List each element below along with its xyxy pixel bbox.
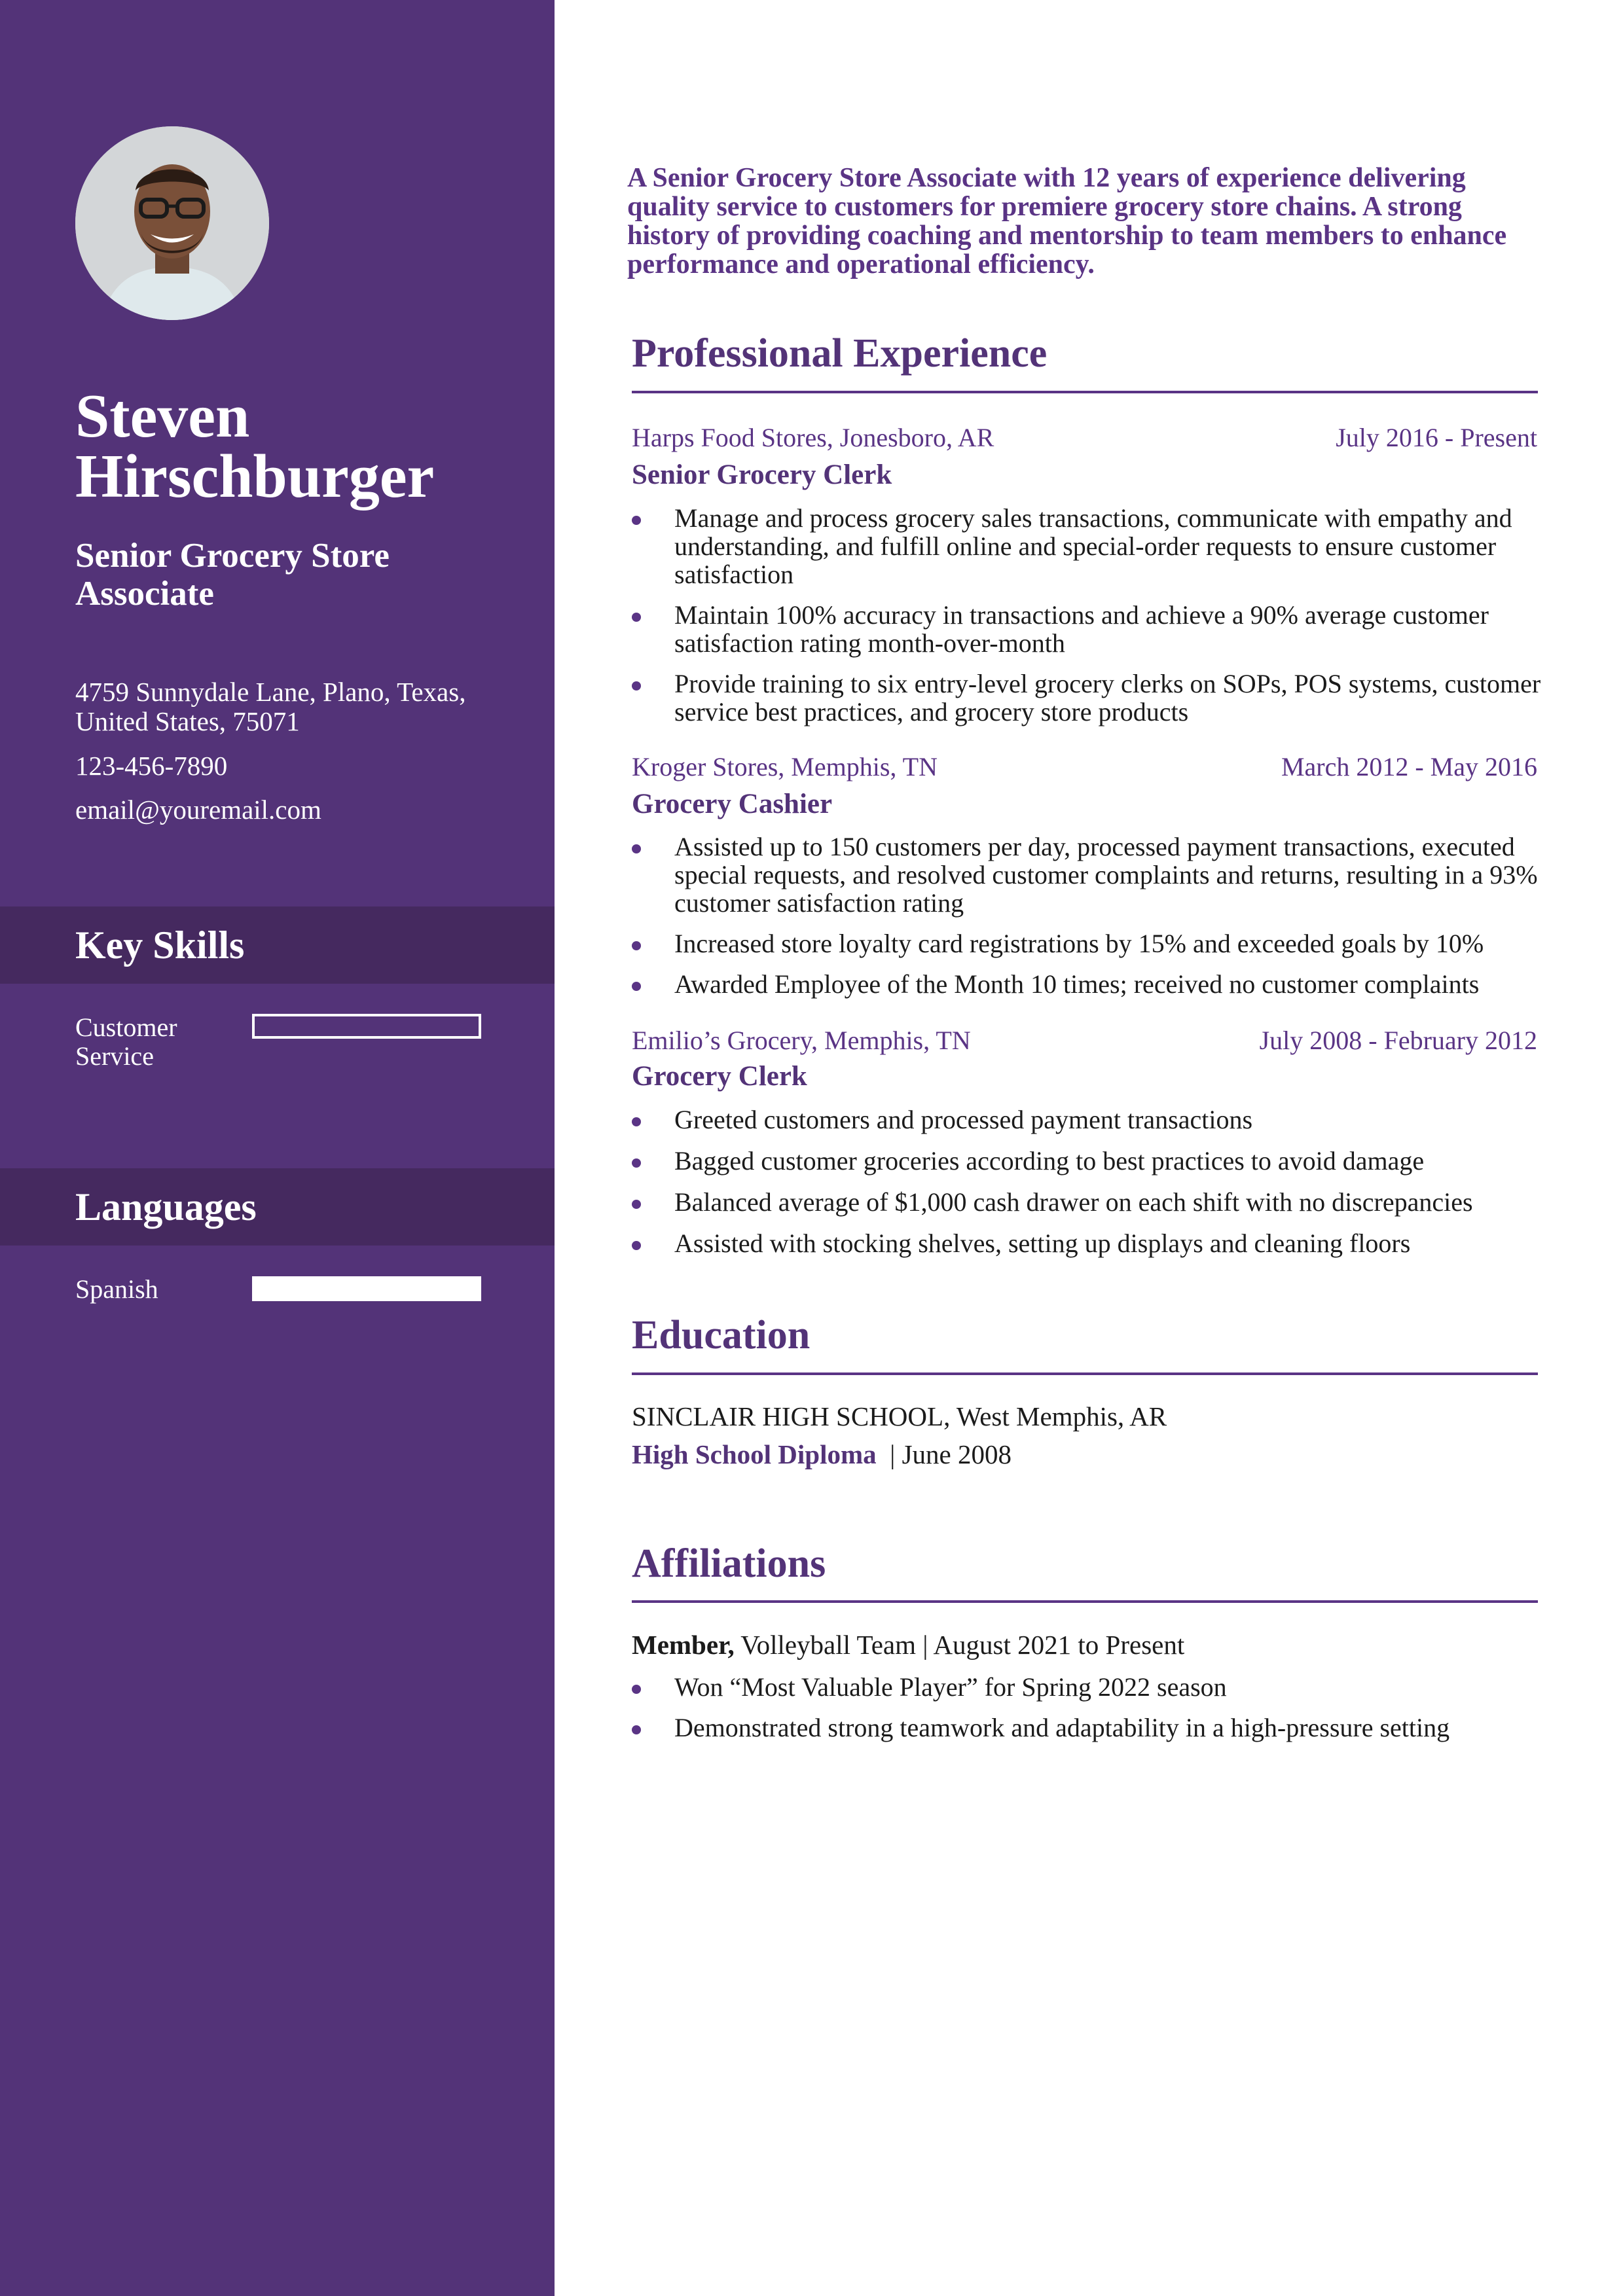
bullet-icon bbox=[632, 844, 641, 853]
school: SINCLAIR HIGH SCHOOL, West Memphis, AR bbox=[632, 1401, 1167, 1431]
degree-date: June 2008 bbox=[902, 1439, 1012, 1469]
job-dates: March 2012 - May 2016 bbox=[1281, 752, 1537, 781]
job-role: Grocery Clerk bbox=[632, 1061, 807, 1092]
key-skills-band bbox=[0, 906, 555, 984]
languages-band bbox=[0, 1168, 555, 1246]
list-item bbox=[632, 833, 1548, 917]
language-level-fill bbox=[255, 1279, 479, 1299]
experience-heading: Professional Experience bbox=[632, 331, 1048, 376]
bullet-icon bbox=[632, 681, 641, 691]
address: 4759 Sunnydale Lane, Plano, Texas, United States, 75071 bbox=[75, 677, 466, 736]
job-bullets bbox=[632, 1105, 1548, 1270]
bullet-text: Maintain 100% accuracy in transactions and achieve a 90% average customer satisfaction rating month-over-month bbox=[674, 600, 1489, 658]
experience-rule bbox=[632, 391, 1538, 393]
candidate-name: Steven Hirschburger bbox=[75, 382, 435, 511]
bullet-text: Assisted with stocking shelves, setting up displays and cleaning floors bbox=[674, 1229, 1411, 1258]
email: email@youremail.com bbox=[75, 795, 321, 825]
profile-photo bbox=[75, 126, 269, 320]
skill-label: Customer Service bbox=[75, 1013, 177, 1071]
bullet-text: Awarded Employee of the Month 10 times; received no customer complaints bbox=[674, 969, 1480, 999]
bullet-text: Greeted customers and processed payment transactions bbox=[674, 1105, 1253, 1134]
degree-line bbox=[632, 1440, 1548, 1469]
bullet-icon bbox=[632, 1685, 641, 1694]
language-level-bar bbox=[252, 1276, 481, 1301]
phone: 123-456-7890 bbox=[75, 751, 228, 781]
affiliations-rule bbox=[632, 1600, 1538, 1603]
bullet-text: Assisted up to 150 customers per day, processed payment transactions, executed special requests, and resolved customer complaints and returns, resulting in a 93% customer satisfaction rating bbox=[674, 832, 1538, 918]
job-bullets bbox=[632, 504, 1548, 738]
sidebar bbox=[0, 0, 555, 2296]
list-item bbox=[632, 601, 1548, 657]
bullet-icon bbox=[632, 1200, 641, 1209]
job-dates: July 2016 - Present bbox=[1336, 423, 1537, 452]
language-label: Spanish bbox=[75, 1274, 158, 1304]
bullet-icon bbox=[632, 516, 641, 525]
list-item bbox=[632, 1713, 1548, 1742]
affiliation-detail: Volleyball Team | August 2021 to Present bbox=[734, 1630, 1185, 1660]
education-heading: Education bbox=[632, 1313, 811, 1357]
bullet-icon bbox=[632, 613, 641, 622]
bullet-text: Demonstrated strong teamwork and adaptability in a high-pressure setting bbox=[674, 1713, 1450, 1742]
bullet-text: Balanced average of $1,000 cash drawer on each shift with no discrepancies bbox=[674, 1187, 1473, 1217]
bullet-icon bbox=[632, 1117, 641, 1126]
job-role: Senior Grocery Clerk bbox=[632, 459, 892, 490]
bullet-icon bbox=[632, 1241, 641, 1250]
list-item bbox=[632, 670, 1548, 726]
bullet-text: Increased store loyalty card registrations by 15% and exceeded goals by 10% bbox=[674, 929, 1484, 958]
list-item bbox=[632, 1147, 1548, 1175]
bullet-text: Won “Most Valuable Player” for Spring 2022 season bbox=[674, 1672, 1227, 1702]
affiliations-heading: Affiliations bbox=[632, 1541, 826, 1586]
job-company: Kroger Stores, Memphis, TN bbox=[632, 752, 938, 781]
skill-level-bar bbox=[252, 1014, 481, 1039]
degree-separator: | bbox=[876, 1439, 902, 1469]
list-item bbox=[632, 929, 1548, 958]
job-company: Harps Food Stores, Jonesboro, AR bbox=[632, 423, 994, 452]
affiliation-bullets bbox=[632, 1673, 1548, 1754]
education-rule bbox=[632, 1372, 1538, 1375]
degree: High School Diploma bbox=[632, 1439, 877, 1469]
job-bullets bbox=[632, 833, 1548, 1011]
list-item bbox=[632, 970, 1548, 998]
bullet-icon bbox=[632, 982, 641, 991]
bullet-text: Bagged customer groceries according to best practices to avoid damage bbox=[674, 1146, 1425, 1175]
list-item bbox=[632, 1229, 1548, 1257]
bullet-icon bbox=[632, 941, 641, 950]
job-role: Grocery Cashier bbox=[632, 789, 833, 819]
bullet-icon bbox=[632, 1725, 641, 1734]
affiliation-line bbox=[632, 1630, 1548, 1659]
affiliation-role: Member, bbox=[632, 1630, 735, 1660]
job-company: Emilio’s Grocery, Memphis, TN bbox=[632, 1026, 971, 1055]
languages-heading: Languages bbox=[75, 1185, 257, 1229]
list-item bbox=[632, 504, 1548, 588]
list-item bbox=[632, 1673, 1548, 1701]
job-dates: July 2008 - February 2012 bbox=[1259, 1026, 1537, 1055]
bullet-text: Provide training to six entry-level grocery clerks on SOPs, POS systems, customer service best practices, and grocery store products bbox=[674, 669, 1541, 726]
summary: A Senior Grocery Store Associate with 12 years of experience delivering quality service to customers for premiere grocery store chains. A strong history of providing coaching and mentorship to team members to enhance performance and operational efficiency. bbox=[627, 163, 1507, 279]
list-item bbox=[632, 1188, 1548, 1216]
list-item bbox=[632, 1105, 1548, 1134]
key-skills-heading: Key Skills bbox=[75, 924, 245, 967]
bullet-text: Manage and process grocery sales transactions, communicate with empathy and understanding, and fulfill online and special-order requests to ensure customer satisfaction bbox=[674, 503, 1512, 589]
bullet-icon bbox=[632, 1158, 641, 1168]
candidate-title: Senior Grocery Store Associate bbox=[75, 537, 390, 613]
